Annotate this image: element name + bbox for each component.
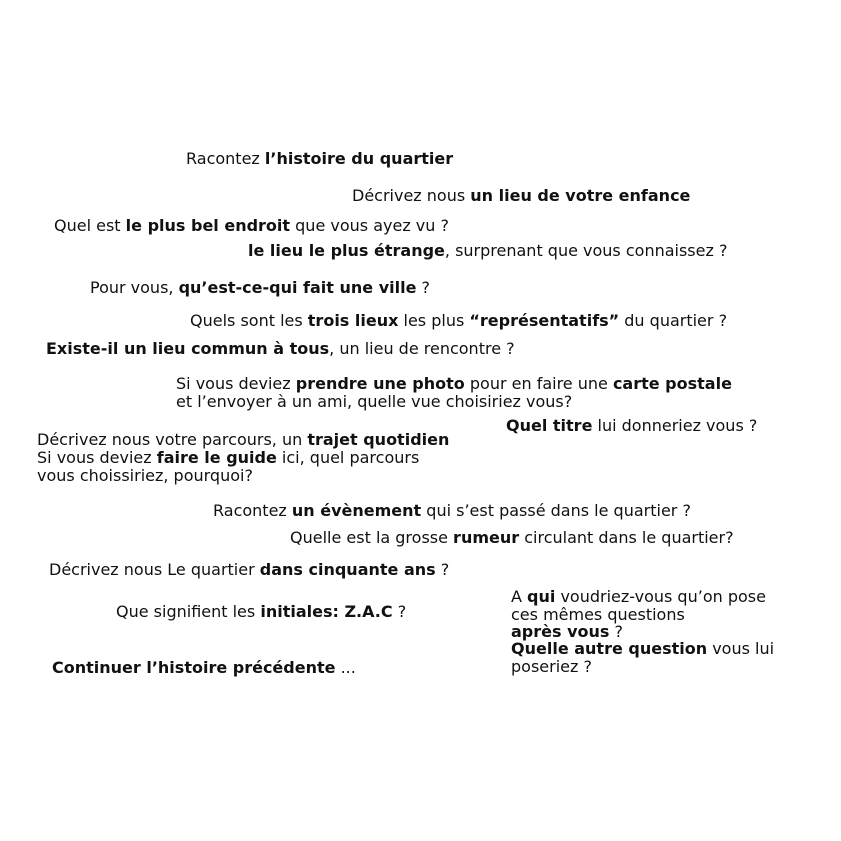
- question-text: Racontez: [213, 501, 292, 520]
- emphasis-text: trajet quotidien: [307, 430, 450, 449]
- question-text: lui donneriez vous ?: [592, 416, 758, 435]
- question-text: ?: [416, 278, 431, 297]
- emphasis-text: “représentatifs”: [469, 311, 620, 330]
- emphasis-text: carte postale: [612, 374, 732, 393]
- question-text: et l’envoyer à un ami, quelle vue choisiriez vous?: [176, 392, 573, 411]
- question-text: Racontez: [186, 149, 265, 168]
- question-titre: [506, 417, 757, 435]
- question-plus-bel-endroit: [54, 217, 449, 235]
- question-text: pour en faire une: [464, 374, 613, 393]
- question-ville: [90, 279, 430, 297]
- emphasis-text: Existe-il un lieu commun à tous: [46, 339, 330, 358]
- emphasis-text: le plus bel endroit: [125, 216, 291, 235]
- question-text: ces mêmes questions: [511, 605, 685, 624]
- emphasis-text: un évènement: [291, 501, 422, 520]
- question-lieu-enfance: [352, 187, 690, 205]
- question-cinquante-ans: [49, 561, 449, 579]
- question-text: Décrivez nous votre parcours, un: [37, 430, 308, 449]
- emphasis-text: rumeur: [453, 528, 520, 547]
- question-text: ...: [335, 658, 356, 677]
- question-guide-line2: [37, 467, 253, 485]
- emphasis-text: initiales: Z.A.C: [260, 602, 393, 621]
- question-text: voudriez-vous qu’on pose: [555, 587, 766, 606]
- emphasis-text: après vous: [511, 622, 610, 641]
- question-continuer-histoire: [52, 659, 356, 677]
- question-text: Que signifient les: [116, 602, 261, 621]
- question-text: Si vous deviez: [176, 374, 296, 393]
- question-text: Si vous deviez: [37, 448, 157, 467]
- question-text: , un lieu de rencontre ?: [329, 339, 515, 358]
- question-qui: [511, 588, 766, 606]
- question-text: Pour vous,: [90, 278, 179, 297]
- question-text: ici, quel parcours: [276, 448, 420, 467]
- question-text: Quels sont les: [190, 311, 308, 330]
- question-text: ?: [392, 602, 407, 621]
- question-lieu-commun: [46, 340, 515, 358]
- emphasis-text: qu’est-ce-qui fait une ville: [178, 278, 417, 297]
- question-autre-question-line2: [511, 658, 592, 676]
- question-evenement: [213, 502, 691, 520]
- question-text: ?: [609, 622, 623, 641]
- emphasis-text: Continuer l’histoire précédente: [52, 658, 336, 677]
- question-text: vous lui: [707, 639, 775, 658]
- question-autre-question: [511, 640, 774, 658]
- question-text: qui s’est passé dans le quartier ?: [421, 501, 691, 520]
- emphasis-text: le lieu le plus étrange: [248, 241, 445, 260]
- question-text: vous choissiriez, pourquoi?: [37, 466, 253, 485]
- question-text: Décrivez nous: [352, 186, 471, 205]
- emphasis-text: Quel titre: [506, 416, 593, 435]
- question-text: les plus: [398, 311, 470, 330]
- question-text: ?: [435, 560, 450, 579]
- question-histoire-quartier: [186, 150, 453, 168]
- question-text: Décrivez nous Le quartier: [49, 560, 260, 579]
- question-text: A: [511, 587, 528, 606]
- question-text: poseriez ?: [511, 657, 592, 676]
- question-carte-postale: [176, 375, 732, 393]
- emphasis-text: dans cinquante ans: [259, 560, 436, 579]
- question-text: du quartier ?: [619, 311, 728, 330]
- emphasis-text: prendre une photo: [295, 374, 465, 393]
- question-trois-lieux: [190, 312, 727, 330]
- question-lieu-etrange: [248, 242, 727, 260]
- question-guide: [37, 449, 419, 467]
- question-text: Quelle est la grosse: [290, 528, 454, 547]
- question-text: Quel est: [54, 216, 126, 235]
- emphasis-text: trois lieux: [307, 311, 399, 330]
- emphasis-text: un lieu de votre enfance: [470, 186, 691, 205]
- question-carte-postale-line2: [176, 393, 572, 411]
- question-initiales: [116, 603, 406, 621]
- question-text: , surprenant que vous connaissez ?: [444, 241, 728, 260]
- emphasis-text: Quelle autre question: [511, 639, 708, 658]
- question-rumeur: [290, 529, 734, 547]
- question-text: circulant dans le quartier?: [519, 528, 734, 547]
- emphasis-text: faire le guide: [156, 448, 277, 467]
- question-text: que vous ayez vu ?: [290, 216, 449, 235]
- emphasis-text: qui: [527, 587, 556, 606]
- question-trajet: [37, 431, 449, 449]
- emphasis-text: l’histoire du quartier: [264, 149, 454, 168]
